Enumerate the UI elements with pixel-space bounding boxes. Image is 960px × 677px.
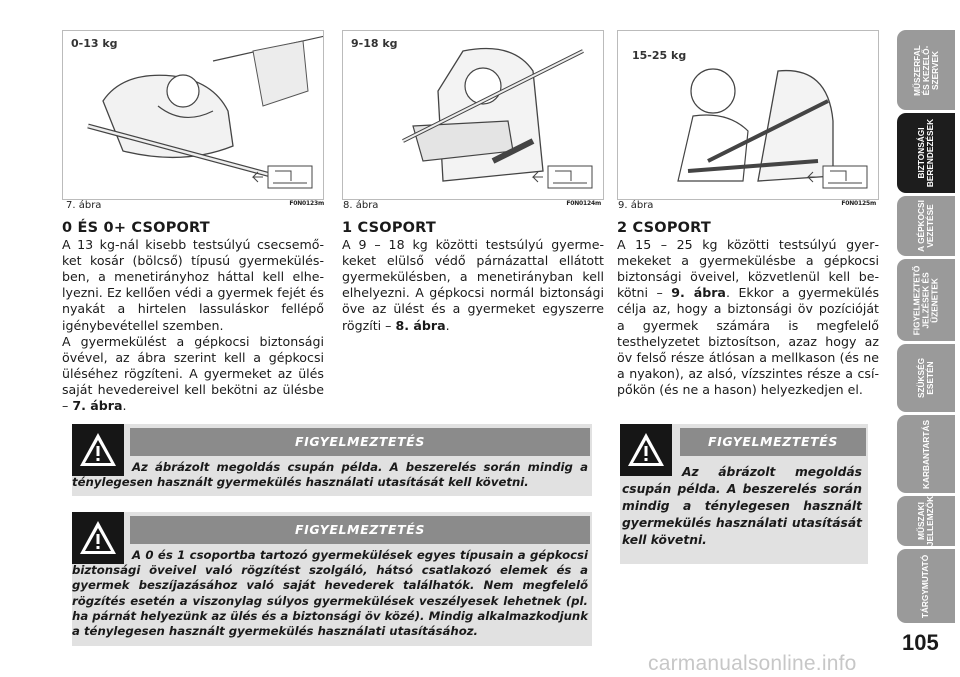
tab-label: MŰSZAKI JELLEMZŐK <box>916 495 935 547</box>
warning-title: FIGYELMEZTETÉS <box>130 516 590 544</box>
caption-label: 7. ábra <box>66 200 102 211</box>
caption-label: 9. ábra <box>618 200 654 211</box>
paragraph <box>62 334 324 414</box>
tab-label: MŰSZERFAL ÉS KEZELŐ- SZERVEK <box>911 44 940 96</box>
paragraph <box>617 237 879 398</box>
weight-range-label: 9-18 kg <box>351 37 398 50</box>
warning-box <box>620 424 868 564</box>
figure-9 <box>617 30 879 200</box>
watermark: carmanualsonline.info <box>648 652 857 675</box>
tab-safety-equipment[interactable] <box>897 113 955 193</box>
section-title: 0 ÉS 0+ CSOPORT <box>62 220 210 236</box>
tab-label: SZÜKSÉG ESETÉN <box>915 357 935 399</box>
weight-range-label: 0-13 kg <box>71 37 118 50</box>
warning-box <box>72 512 592 646</box>
figure-9-caption <box>618 200 880 214</box>
warning-text: A 0 és 1 csoportba tartozó gyermekülések egyes típusain a gépkocsi biztonsági öveivel való rögzítést szolgáló, hátsó csatlakozó elemek és a gyermek beszíjazásához való saját hevederek találhatók. Nem megfelelő rögzítés esetén a viszonylag súlyos gyermekülések veszélyesek lehetnek (pl. ha párnát helyezünk az ülés és a biztonsági öv közé). Mindig alkalmazkodjunk a ténylegesen használt gyermekülés használati utasításához. <box>72 548 588 639</box>
figure-8 <box>342 30 604 200</box>
paragraph <box>342 237 604 334</box>
tab-label: TÁRGYMUTATÓ <box>920 554 931 618</box>
tab-maintenance[interactable] <box>897 415 955 493</box>
punctuation: . <box>122 398 127 414</box>
paragraph-text: A 9 – 18 kg közötti testsúlyú gyermekeket elülső védő párnázattal ellátott gyermekülésben, a menetirányban kell elhelyezni. A gépkocsi normál biztonsági öve az ülést és a gyermeket egyszerre rögzíti – <box>342 237 604 333</box>
warning-box <box>72 424 592 496</box>
section-group-0 <box>62 220 324 414</box>
figure-reference: 9. ábra <box>671 285 726 301</box>
paragraph-text: . Ekkor a gyermekülés célja az, hogy a biztonsági öv pozícióját a gyermek számára is megfelelő testhelyzetet biztosítson, azaz hogy az öv felső része átlósan a mellkason (és ne a nyakon), az alsó, vízszintes része a csípőkön (és ne a hason) helyezkedjen el. <box>617 285 879 397</box>
tab-driving[interactable] <box>897 196 955 256</box>
tab-index[interactable] <box>897 549 955 623</box>
tab-instruments-controls[interactable] <box>897 30 955 110</box>
warning-text: Az ábrázolt megoldás csupán példa. A beszerelés során mindig a ténylegesen használt gyermekülés használati utasítását kell követni. <box>622 465 862 547</box>
tab-label: BIZTONSÁGI BERENDEZÉSEK <box>916 118 936 188</box>
section-title: 2 CSOPORT <box>617 220 711 236</box>
paragraph: A 13 kg-nál kisebb testsúlyú csecsemőket kosár (bölcső) típusú gyermekülésben, a menetirányhoz háttal kell elhelyezni. Ez kellően védi a gyermek fejét és nyakát a hirtelen lassuláskor fellépő igénybevétellel szemben. <box>62 237 324 333</box>
figure-7-caption <box>66 200 328 214</box>
warning-text: Az ábrázolt megoldás csupán példa. A beszerelés során mindig a ténylegesen használt gyermekülés használati utasítását kell követni. <box>72 460 588 490</box>
tab-label: KARBANTARTÁS <box>920 419 931 489</box>
figure-code: F0N0124m <box>566 200 601 207</box>
weight-range-label: 15-25 kg <box>632 49 687 62</box>
tab-label: FIGYELMEZTETŐ JELZÉSEK ÉS ÜZENETEK <box>911 265 940 335</box>
punctuation: . <box>445 317 450 333</box>
infant-carrier-illustration <box>63 31 324 200</box>
section-group-2 <box>617 220 879 398</box>
figure-code: F0N0123m <box>289 200 324 207</box>
page-number: 105 <box>902 630 939 655</box>
child-seat-cushion-illustration <box>343 31 604 200</box>
tab-technical-specifications[interactable] <box>897 496 955 546</box>
figure-7 <box>62 30 324 200</box>
tab-warning-lights-messages[interactable] <box>897 259 955 341</box>
tab-label: A GÉPKOCSI VEZETÉSE <box>915 200 935 252</box>
warning-title: FIGYELMEZTETÉS <box>130 428 590 456</box>
figure-reference: 7. ábra <box>72 398 123 414</box>
section-group-1 <box>342 220 604 334</box>
figure-8-caption <box>343 200 605 214</box>
paragraph-text: A gyermekülést a gépkocsi biztonsági övével, az ábra szerint kell a gépkocsi üléséhez rögzíteni. A gyermeket az ülés saját hevedereivel kell bekötni az ülésbe – <box>62 333 324 414</box>
caption-label: 8. ábra <box>343 200 379 211</box>
tab-emergency[interactable] <box>897 344 955 412</box>
section-title: 1 CSOPORT <box>342 220 436 236</box>
warning-title: FIGYELMEZTETÉS <box>680 428 866 456</box>
figure-reference: 8. ábra <box>395 317 446 333</box>
figure-code: F0N0125m <box>841 200 876 207</box>
paragraph-text: A 15 – 25 kg közötti testsúlyú gyermekeket a gyermekülésbe a gépkocsi biztonsági öveivel, közvetlenül kell bekötni – <box>617 237 879 301</box>
